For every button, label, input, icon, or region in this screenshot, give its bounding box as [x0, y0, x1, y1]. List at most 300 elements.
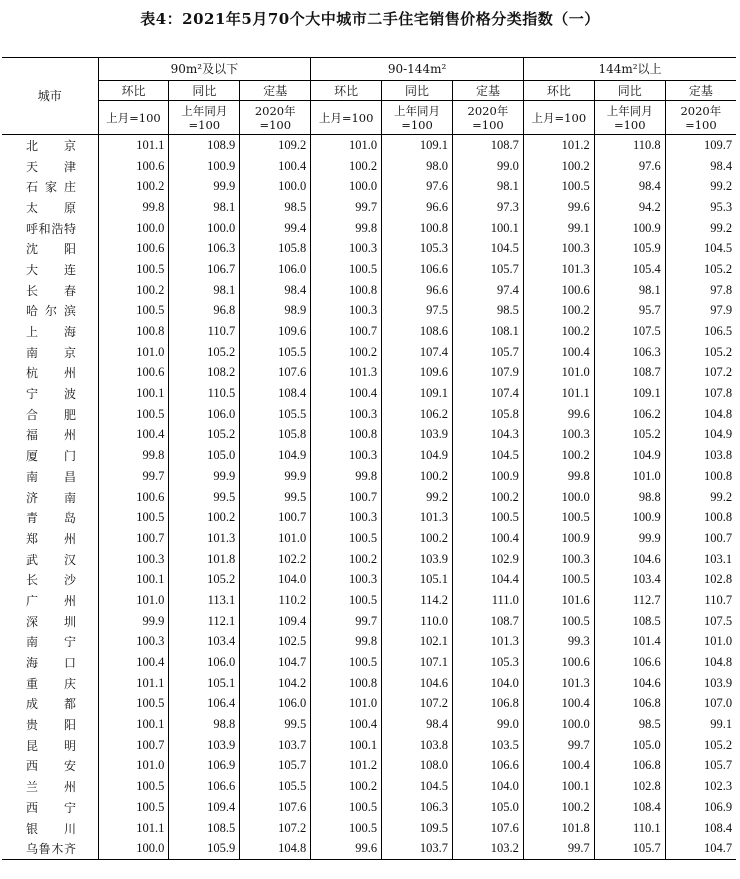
value-cell: 108.7 — [452, 611, 523, 632]
value-cell: 101.1 — [523, 383, 594, 404]
price-index-table — [2, 57, 736, 860]
city-name: 沈阳 — [26, 242, 76, 257]
value-cell: 101.3 — [311, 363, 382, 384]
city-cell — [2, 714, 98, 735]
group-header-small: 90m²及以下 — [98, 58, 311, 81]
city-cell — [2, 694, 98, 715]
value-cell: 108.4 — [240, 383, 311, 404]
value-cell: 100.5 — [98, 404, 169, 425]
value-cell: 100.3 — [523, 238, 594, 259]
value-cell: 96.6 — [382, 197, 453, 218]
table-row — [2, 280, 736, 301]
city-cell — [2, 652, 98, 673]
value-cell: 104.9 — [240, 445, 311, 466]
value-cell: 100.5 — [523, 611, 594, 632]
value-cell: 99.2 — [665, 176, 736, 197]
sub-header-cell: 定基 — [240, 81, 311, 101]
value-cell: 106.9 — [665, 797, 736, 818]
value-cell: 105.0 — [594, 735, 665, 756]
value-cell: 100.2 — [523, 445, 594, 466]
base-header-cell: 上月=100 — [98, 101, 169, 135]
group-header-large: 144m²以上 — [523, 58, 736, 81]
value-cell: 112.1 — [169, 611, 240, 632]
table-row — [2, 321, 736, 342]
table-row — [2, 549, 736, 570]
value-cell: 100.5 — [311, 818, 382, 839]
value-cell: 100.3 — [98, 632, 169, 653]
value-cell: 99.1 — [523, 218, 594, 239]
table-row — [2, 611, 736, 632]
value-cell: 100.1 — [523, 776, 594, 797]
value-cell: 106.8 — [594, 694, 665, 715]
value-cell: 99.9 — [594, 528, 665, 549]
value-cell: 110.7 — [665, 590, 736, 611]
value-cell: 106.0 — [240, 259, 311, 280]
city-name: 北京 — [26, 138, 76, 153]
city-name: 石家庄 — [26, 180, 76, 195]
value-cell: 104.4 — [452, 569, 523, 590]
value-cell: 104.0 — [452, 673, 523, 694]
value-cell: 99.2 — [382, 487, 453, 508]
value-cell: 104.2 — [240, 673, 311, 694]
value-cell: 109.4 — [240, 611, 311, 632]
value-cell: 101.3 — [523, 259, 594, 280]
value-cell: 113.1 — [169, 590, 240, 611]
value-cell: 101.0 — [311, 694, 382, 715]
value-cell: 94.2 — [594, 197, 665, 218]
city-cell — [2, 590, 98, 611]
city-name: 合肥 — [26, 407, 76, 422]
value-cell: 100.1 — [452, 218, 523, 239]
table-row — [2, 818, 736, 839]
value-cell: 101.3 — [523, 673, 594, 694]
value-cell: 100.3 — [523, 425, 594, 446]
value-cell: 100.8 — [382, 218, 453, 239]
value-cell: 97.9 — [665, 301, 736, 322]
value-cell: 99.8 — [311, 218, 382, 239]
city-name: 深圳 — [26, 614, 76, 629]
table-row — [2, 238, 736, 259]
value-cell: 99.8 — [311, 466, 382, 487]
value-cell: 100.5 — [98, 776, 169, 797]
city-cell — [2, 507, 98, 528]
value-cell: 109.5 — [382, 818, 453, 839]
city-name: 长春 — [26, 283, 76, 298]
value-cell: 106.3 — [382, 797, 453, 818]
value-cell: 105.9 — [594, 238, 665, 259]
value-cell: 108.2 — [169, 363, 240, 384]
value-cell: 104.9 — [594, 445, 665, 466]
value-cell: 105.8 — [452, 404, 523, 425]
value-cell: 100.4 — [523, 342, 594, 363]
value-cell: 110.5 — [169, 383, 240, 404]
value-cell: 100.3 — [311, 569, 382, 590]
city-name: 杭州 — [26, 366, 76, 381]
base-header-row — [2, 101, 736, 135]
value-cell: 106.3 — [169, 238, 240, 259]
table-row — [2, 363, 736, 384]
value-cell: 107.5 — [594, 321, 665, 342]
table-title: 表4：2021年5月70个大中城市二手住宅销售价格分类指数（一） — [140, 10, 600, 28]
value-cell: 100.4 — [240, 156, 311, 177]
value-cell: 103.8 — [665, 445, 736, 466]
city-cell — [2, 549, 98, 570]
value-cell: 100.8 — [311, 425, 382, 446]
value-cell: 98.9 — [240, 301, 311, 322]
value-cell: 100.2 — [311, 776, 382, 797]
value-cell: 102.2 — [240, 549, 311, 570]
value-cell: 100.4 — [311, 714, 382, 735]
value-cell: 99.2 — [665, 218, 736, 239]
base-header-cell: 2020年=100 — [452, 101, 523, 135]
value-cell: 100.2 — [311, 342, 382, 363]
value-cell: 99.7 — [311, 197, 382, 218]
value-cell: 100.8 — [665, 507, 736, 528]
value-cell: 112.7 — [594, 590, 665, 611]
value-cell: 100.1 — [311, 735, 382, 756]
value-cell: 101.1 — [98, 135, 169, 156]
table-row — [2, 632, 736, 653]
value-cell: 102.3 — [665, 776, 736, 797]
value-cell: 105.5 — [240, 404, 311, 425]
value-cell: 99.6 — [523, 404, 594, 425]
table-row — [2, 735, 736, 756]
city-name: 济南 — [26, 490, 76, 505]
city-cell — [2, 383, 98, 404]
value-cell: 103.4 — [169, 632, 240, 653]
value-cell: 105.2 — [665, 259, 736, 280]
value-cell: 109.2 — [240, 135, 311, 156]
value-cell: 106.6 — [452, 756, 523, 777]
value-cell: 100.3 — [98, 549, 169, 570]
value-cell: 100.4 — [452, 528, 523, 549]
city-cell — [2, 363, 98, 384]
value-cell: 100.5 — [311, 259, 382, 280]
value-cell: 106.6 — [594, 652, 665, 673]
value-cell: 105.8 — [240, 425, 311, 446]
table-row — [2, 673, 736, 694]
value-cell: 102.8 — [594, 776, 665, 797]
value-cell: 100.1 — [98, 569, 169, 590]
city-name: 长沙 — [26, 573, 76, 588]
value-cell: 106.0 — [240, 694, 311, 715]
value-cell: 100.9 — [594, 507, 665, 528]
city-cell — [2, 756, 98, 777]
value-cell: 97.3 — [452, 197, 523, 218]
group-header-medium: 90-144m² — [311, 58, 524, 81]
value-cell: 101.0 — [665, 632, 736, 653]
value-cell: 100.9 — [169, 156, 240, 177]
value-cell: 101.0 — [98, 590, 169, 611]
city-name: 成都 — [26, 697, 76, 712]
value-cell: 106.4 — [169, 694, 240, 715]
value-cell: 100.2 — [311, 156, 382, 177]
value-cell: 100.0 — [523, 714, 594, 735]
base-header-cell: 上年同月=100 — [169, 101, 240, 135]
sub-header-cell: 环比 — [98, 81, 169, 101]
city-cell — [2, 632, 98, 653]
value-cell: 100.0 — [311, 176, 382, 197]
value-cell: 105.2 — [665, 342, 736, 363]
value-cell: 109.4 — [169, 797, 240, 818]
city-cell — [2, 259, 98, 280]
city-name: 贵阳 — [26, 718, 76, 733]
table-row — [2, 445, 736, 466]
value-cell: 100.2 — [523, 797, 594, 818]
city-cell — [2, 197, 98, 218]
table-row — [2, 156, 736, 177]
base-header-cell: 上月=100 — [311, 101, 382, 135]
city-cell — [2, 404, 98, 425]
value-cell: 114.2 — [382, 590, 453, 611]
city-cell — [2, 776, 98, 797]
value-cell: 103.9 — [665, 673, 736, 694]
value-cell: 98.1 — [594, 280, 665, 301]
value-cell: 99.1 — [665, 714, 736, 735]
table-row — [2, 135, 736, 156]
value-cell: 104.6 — [382, 673, 453, 694]
value-cell: 99.4 — [240, 218, 311, 239]
value-cell: 107.4 — [382, 342, 453, 363]
city-name: 哈尔滨 — [26, 304, 76, 319]
value-cell: 108.6 — [382, 321, 453, 342]
value-cell: 100.4 — [523, 756, 594, 777]
value-cell: 105.2 — [665, 735, 736, 756]
value-cell: 105.2 — [169, 425, 240, 446]
value-cell: 100.2 — [382, 528, 453, 549]
value-cell: 99.7 — [311, 611, 382, 632]
value-cell: 105.9 — [169, 838, 240, 859]
city-name: 福州 — [26, 428, 76, 443]
value-cell: 100.7 — [311, 321, 382, 342]
city-name: 南宁 — [26, 635, 76, 650]
table-row — [2, 383, 736, 404]
value-cell: 105.0 — [452, 797, 523, 818]
value-cell: 106.2 — [382, 404, 453, 425]
value-cell: 97.5 — [382, 301, 453, 322]
value-cell: 98.0 — [382, 156, 453, 177]
value-cell: 105.7 — [240, 756, 311, 777]
value-cell: 101.0 — [98, 342, 169, 363]
value-cell: 99.9 — [169, 466, 240, 487]
base-header-cell: 2020年=100 — [665, 101, 736, 135]
value-cell: 99.0 — [452, 156, 523, 177]
city-cell — [2, 280, 98, 301]
value-cell: 107.2 — [382, 694, 453, 715]
value-cell: 109.1 — [594, 383, 665, 404]
value-cell: 100.5 — [523, 507, 594, 528]
sub-header-cell: 同比 — [382, 81, 453, 101]
city-cell — [2, 797, 98, 818]
value-cell: 104.5 — [665, 238, 736, 259]
value-cell: 105.8 — [240, 238, 311, 259]
value-cell: 101.6 — [523, 590, 594, 611]
value-cell: 95.3 — [665, 197, 736, 218]
value-cell: 104.8 — [240, 838, 311, 859]
value-cell: 100.6 — [98, 363, 169, 384]
value-cell: 100.5 — [98, 259, 169, 280]
value-cell: 99.0 — [452, 714, 523, 735]
value-cell: 100.7 — [98, 528, 169, 549]
value-cell: 100.4 — [98, 425, 169, 446]
table-row — [2, 301, 736, 322]
value-cell: 99.9 — [98, 611, 169, 632]
city-cell — [2, 569, 98, 590]
value-cell: 95.7 — [594, 301, 665, 322]
value-cell: 100.8 — [311, 280, 382, 301]
table-row — [2, 404, 736, 425]
value-cell: 100.3 — [311, 445, 382, 466]
value-cell: 100.6 — [523, 280, 594, 301]
value-cell: 100.1 — [98, 714, 169, 735]
sub-header-cell: 环比 — [523, 81, 594, 101]
city-name: 西安 — [26, 759, 76, 774]
city-cell — [2, 321, 98, 342]
table-row — [2, 776, 736, 797]
value-cell: 100.5 — [452, 507, 523, 528]
value-cell: 100.0 — [98, 218, 169, 239]
value-cell: 106.5 — [665, 321, 736, 342]
value-cell: 101.3 — [452, 632, 523, 653]
value-cell: 100.3 — [523, 549, 594, 570]
value-cell: 100.8 — [98, 321, 169, 342]
value-cell: 99.6 — [523, 197, 594, 218]
city-name: 广州 — [26, 593, 76, 608]
city-name: 太原 — [26, 200, 76, 215]
value-cell: 104.6 — [594, 673, 665, 694]
city-name: 乌鲁木齐 — [26, 842, 76, 857]
value-cell: 105.3 — [452, 652, 523, 673]
sub-header-cell: 定基 — [665, 81, 736, 101]
city-name: 西宁 — [26, 800, 76, 815]
value-cell: 97.8 — [665, 280, 736, 301]
value-cell: 101.0 — [240, 528, 311, 549]
sub-header-cell: 同比 — [169, 81, 240, 101]
value-cell: 100.5 — [311, 528, 382, 549]
value-cell: 104.8 — [665, 652, 736, 673]
value-cell: 100.7 — [311, 487, 382, 508]
value-cell: 107.5 — [665, 611, 736, 632]
value-cell: 100.4 — [98, 652, 169, 673]
city-name: 银川 — [26, 821, 76, 836]
city-cell — [2, 838, 98, 859]
table-row — [2, 756, 736, 777]
city-name: 昆明 — [26, 738, 76, 753]
value-cell: 100.0 — [98, 838, 169, 859]
value-cell: 100.0 — [523, 487, 594, 508]
value-cell: 101.0 — [594, 466, 665, 487]
value-cell: 107.9 — [452, 363, 523, 384]
city-name: 重庆 — [26, 676, 76, 691]
value-cell: 104.8 — [665, 404, 736, 425]
value-cell: 99.3 — [523, 632, 594, 653]
base-header-cell: 上月=100 — [523, 101, 594, 135]
value-cell: 100.2 — [98, 176, 169, 197]
value-cell: 104.9 — [665, 425, 736, 446]
value-cell: 107.1 — [382, 652, 453, 673]
value-cell: 100.2 — [98, 280, 169, 301]
city-cell — [2, 735, 98, 756]
value-cell: 100.2 — [382, 466, 453, 487]
value-cell: 107.6 — [240, 797, 311, 818]
value-cell: 105.1 — [382, 569, 453, 590]
value-cell: 100.6 — [98, 487, 169, 508]
value-cell: 108.1 — [452, 321, 523, 342]
value-cell: 101.3 — [169, 528, 240, 549]
value-cell: 100.3 — [311, 301, 382, 322]
value-cell: 104.6 — [594, 549, 665, 570]
value-cell: 100.6 — [98, 156, 169, 177]
value-cell: 100.5 — [98, 797, 169, 818]
value-cell: 98.5 — [452, 301, 523, 322]
value-cell: 101.0 — [311, 135, 382, 156]
value-cell: 105.7 — [594, 838, 665, 859]
value-cell: 105.5 — [240, 342, 311, 363]
value-cell: 107.6 — [452, 818, 523, 839]
city-name: 厦门 — [26, 449, 76, 464]
value-cell: 105.7 — [452, 259, 523, 280]
value-cell: 109.1 — [382, 383, 453, 404]
value-cell: 99.8 — [98, 197, 169, 218]
value-cell: 106.8 — [452, 694, 523, 715]
value-cell: 100.5 — [523, 569, 594, 590]
value-cell: 100.9 — [594, 218, 665, 239]
value-cell: 97.4 — [452, 280, 523, 301]
value-cell: 108.9 — [169, 135, 240, 156]
sub-header-cell: 同比 — [594, 81, 665, 101]
value-cell: 104.5 — [452, 238, 523, 259]
value-cell: 102.9 — [452, 549, 523, 570]
table-row — [2, 218, 736, 239]
value-cell: 100.6 — [98, 238, 169, 259]
value-cell: 106.9 — [169, 756, 240, 777]
table-row — [2, 342, 736, 363]
value-cell: 100.3 — [311, 404, 382, 425]
value-cell: 97.6 — [594, 156, 665, 177]
city-name: 南昌 — [26, 469, 76, 484]
city-column-header: 城市 — [2, 58, 98, 135]
table-row — [2, 425, 736, 446]
value-cell: 109.1 — [382, 135, 453, 156]
value-cell: 98.1 — [169, 280, 240, 301]
city-name: 郑州 — [26, 531, 76, 546]
table-row — [2, 797, 736, 818]
city-cell — [2, 673, 98, 694]
value-cell: 107.6 — [240, 363, 311, 384]
value-cell: 100.8 — [311, 673, 382, 694]
value-cell: 103.1 — [665, 549, 736, 570]
value-cell: 99.6 — [311, 838, 382, 859]
table-row — [2, 176, 736, 197]
city-name: 海口 — [26, 656, 76, 671]
sub-header-row — [2, 81, 736, 101]
value-cell: 101.2 — [523, 135, 594, 156]
city-name: 上海 — [26, 325, 76, 340]
value-cell: 106.6 — [382, 259, 453, 280]
city-cell — [2, 218, 98, 239]
value-cell: 108.4 — [665, 818, 736, 839]
value-cell: 107.4 — [452, 383, 523, 404]
value-cell: 101.8 — [169, 549, 240, 570]
value-cell: 98.4 — [594, 176, 665, 197]
value-cell: 100.4 — [311, 383, 382, 404]
value-cell: 106.3 — [594, 342, 665, 363]
value-cell: 99.9 — [169, 176, 240, 197]
city-name: 青岛 — [26, 511, 76, 526]
value-cell: 106.2 — [594, 404, 665, 425]
value-cell: 100.0 — [240, 176, 311, 197]
table-row — [2, 528, 736, 549]
